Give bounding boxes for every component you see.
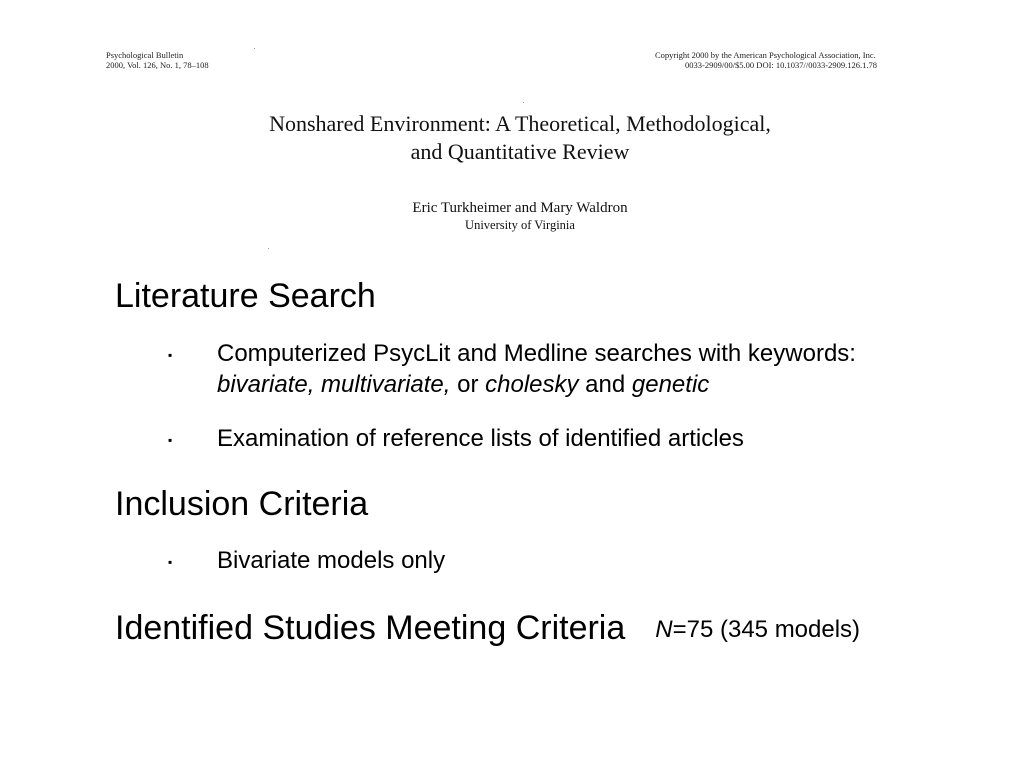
n-symbol: N xyxy=(655,616,673,643)
literature-search-heading: Literature Search xyxy=(115,277,376,315)
keyword-genetic: genetic xyxy=(631,371,710,398)
keyword-cholesky: cholesky xyxy=(485,371,579,398)
search-method-bullet xyxy=(217,338,856,400)
article-title-line2: and Quantitative Review xyxy=(410,139,630,164)
bullet-marker: ▪ xyxy=(168,433,173,447)
search-method-line1: Computerized PsycLit and Medline searches with keywords: xyxy=(217,340,856,367)
bullet-marker: ▪ xyxy=(168,348,173,362)
reference-lists-bullet: Examination of reference lists of identified articles xyxy=(217,425,744,452)
n-value: =75 (345 models) xyxy=(672,616,861,643)
search-method-line2 xyxy=(217,369,856,400)
identified-studies-heading: Identified Studies Meeting Criteria xyxy=(115,609,626,647)
bivariate-only-bullet: Bivariate models only xyxy=(217,547,446,574)
author-affiliation: University of Virginia xyxy=(465,218,575,232)
article-title-line1: Nonshared Environment: A Theoretical, Methodological, xyxy=(269,111,771,136)
identified-studies-row xyxy=(115,608,860,650)
keyword-conjunction-and: and xyxy=(578,371,632,398)
study-count xyxy=(655,616,860,643)
bullet-marker: ▪ xyxy=(168,555,173,569)
copyright-line: Copyright 2000 by the American Psychological Association, Inc. xyxy=(655,50,876,60)
keyword-bivariate-multivariate: bivariate, multivariate, xyxy=(217,371,451,398)
doi-line: 0033-2909/00/$5.00 DOI: 10.1037//0033-2909.126.1.78 xyxy=(685,60,877,70)
journal-name: Psychological Bulletin xyxy=(106,50,184,60)
journal-volume: 2000, Vol. 126, No. 1, 78–108 xyxy=(106,60,209,70)
inclusion-criteria-heading: Inclusion Criteria xyxy=(115,485,369,523)
article-authors: Eric Turkheimer and Mary Waldron xyxy=(412,200,628,216)
keyword-conjunction-or: or xyxy=(450,371,486,398)
